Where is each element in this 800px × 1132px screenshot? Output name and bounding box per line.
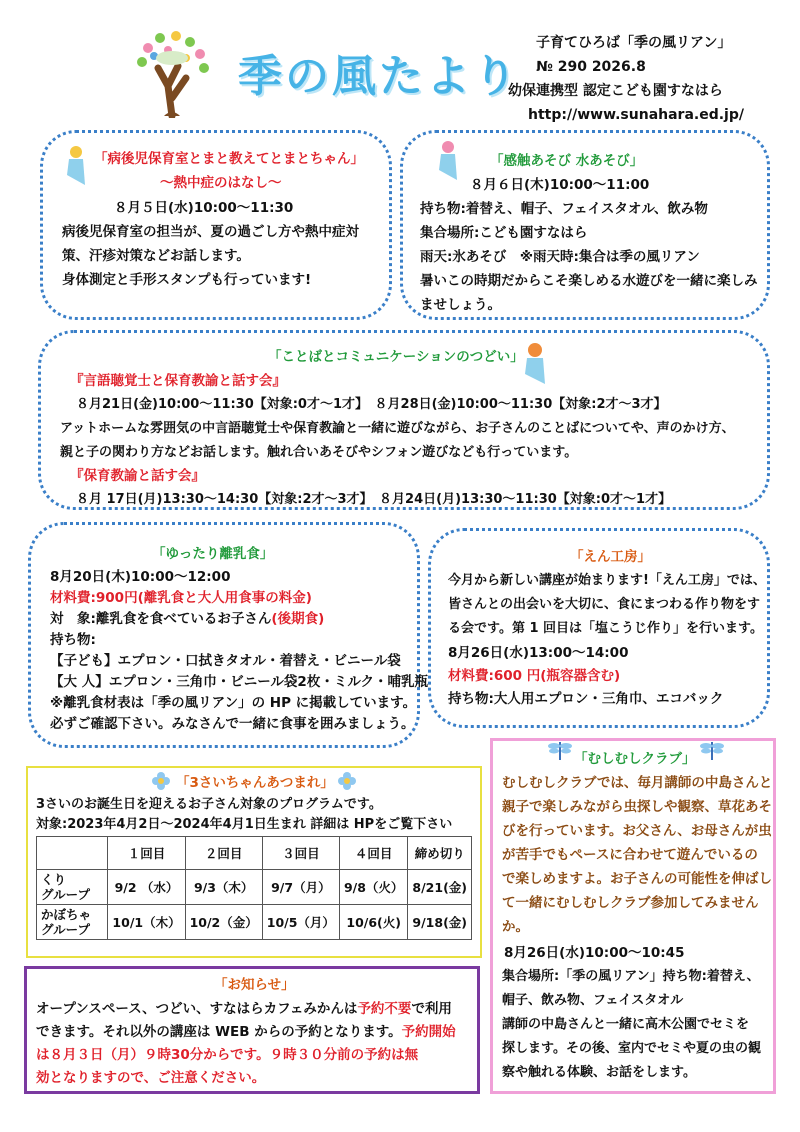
weaning-items-child: 【子ども】エプロン・口拭きタオル・着替え・ビニール袋 xyxy=(50,653,401,669)
table-row xyxy=(37,870,472,905)
dragonfly-icon xyxy=(700,740,724,764)
org-name: 子育てひろば「季の風リアン」 xyxy=(536,35,732,51)
sick-care-title: 「病後児保育室とまと教えてとまとちゃん」 xyxy=(94,151,364,167)
mushi-info-line: 帽子、飲み物、フェイスタオル xyxy=(502,993,684,1008)
table-cell: 9/18(金) xyxy=(408,905,472,940)
mushi-info-line: 察や触れる体験、お話をします。 xyxy=(502,1065,696,1080)
newsletter-title: 季の風たより xyxy=(238,51,520,102)
wind-chime-icon xyxy=(64,145,88,193)
table-cell: 9/2 （水） xyxy=(108,870,185,905)
en-kobo-title: 「えん工房」 xyxy=(570,549,651,565)
wind-chime-icon xyxy=(436,140,460,188)
words-schedule1: ８月21日(金)10:00～11:30【対象:0才～1才】 ８月28日(金)10:00～11:30【対象:2才～3才】 xyxy=(76,397,667,412)
mushi-line: で楽しめますよ。お子さんの可能性を伸ばし xyxy=(502,871,772,887)
en-kobo-line: る会です。第 1 回目は「塩こうじ作り」を行います。 xyxy=(448,621,764,636)
sensory-line: 集合場所:こども園すなはら xyxy=(420,225,588,241)
sensory-line: 持ち物:着替え、帽子、フェイスタオル、飲み物 xyxy=(420,201,708,217)
website-url[interactable]: http://www.sunahara.ed.jp/ xyxy=(528,107,744,123)
notice-line: 効となりますので、ご注意ください。 xyxy=(36,1070,266,1086)
table-cell: 9/8（火） xyxy=(339,870,407,905)
notice-title: 「お知らせ」 xyxy=(214,977,295,993)
mushi-info-line: 講師の中島さんと一緒に高木公園でセミを xyxy=(502,1017,750,1032)
sick-care-subtitle: ～熱中症のはなし～ xyxy=(160,175,282,191)
table-cell: くり グループ xyxy=(37,870,108,905)
flower-icon xyxy=(338,772,356,794)
wind-chime-icon xyxy=(522,342,548,392)
sick-care-line: 策、汗疹対策などお話します。 xyxy=(62,248,250,264)
notice-line: できます。それ以外の講座は WEB からの予約となります。予約開始 xyxy=(36,1024,456,1040)
words-line: 親と子の関わり方などお話します。触れ合いあそびやシフォン遊びなども行っています。 xyxy=(60,445,578,460)
school-name: 幼保連携型 認定こども園すなはら xyxy=(508,83,723,99)
sick-care-line: 身体測定と手形スタンプも行っています! xyxy=(62,272,312,288)
table-row xyxy=(37,905,472,940)
sick-care-date: ８月５日(水)10:00～11:30 xyxy=(114,200,294,216)
table-cell: 10/5（月） xyxy=(262,905,339,940)
en-kobo-line: 今月から新しい講座が始まります!「えん工房」では、 xyxy=(448,573,766,588)
en-kobo-fee: 材料費:600 円(瓶容器含む) xyxy=(448,668,621,684)
weaning-note: 必ずご確認下さい。みなさんで一緒に食事を囲みましょう。 xyxy=(50,716,415,732)
mushi-date: 8月26日(水)10:00～10:45 xyxy=(504,945,685,961)
words-line: アットホームな雰囲気の中言語聴覚士や保育教諭と一緒に遊びながら、お子さんのことばについてや、声のかけ方、 xyxy=(60,421,735,436)
weaning-title: 「ゆったり離乳食」 xyxy=(152,546,274,562)
mushi-line: 親子で楽しみながら虫探しや観察、草花あそ xyxy=(502,799,772,815)
sensory-line: 雨天:氷あそび ※雨天時:集合は季の風リアン xyxy=(420,249,700,265)
weaning-items-label: 持ち物: xyxy=(50,632,96,648)
words-schedule2: ８月 17日(月)13:30～14:30【対象:2才～3才】 ８月24日(月)13:30～11:30【対象:0才～1才】 xyxy=(76,492,672,507)
table-header-cell xyxy=(37,837,108,870)
sensory-title: 「感触あそび 水あそび」 xyxy=(490,153,644,169)
sensory-date: ８月６日(木)10:00～11:00 xyxy=(470,177,650,193)
three-line2: 対象:2023年4月2日～2024年4月1日生まれ 詳細は HPをご覧下さい xyxy=(36,817,453,832)
sick-care-line: 病後児保育室の担当が、夏の過ごし方や熱中症対 xyxy=(62,224,359,240)
table-header-cell: 締め切り xyxy=(408,837,472,870)
three-schedule-table xyxy=(36,836,472,940)
table-cell: 10/2（金） xyxy=(185,905,262,940)
weaning-items-adult: 【大 人】エプロン・三角巾・ビニール袋2枚・ミルク・哺乳瓶 xyxy=(50,674,429,690)
dragonfly-icon xyxy=(548,740,572,764)
table-header-cell: ２回目 xyxy=(185,837,262,870)
sensory-line: ませしょう。 xyxy=(420,297,501,313)
table-header-row xyxy=(37,837,472,870)
table-header-cell: ４回目 xyxy=(339,837,407,870)
mushi-info-line: 探します。その後、室内でセミや夏の虫の観 xyxy=(502,1041,761,1056)
mushi-line: か。 xyxy=(502,919,529,935)
table-header-cell: １回目 xyxy=(108,837,185,870)
table-header-cell: ３回目 xyxy=(262,837,339,870)
table-cell: かぼちゃ グループ xyxy=(37,905,108,940)
en-kobo-line: 皆さんとの出会いを大切に、食にまつわる作り物をす xyxy=(448,597,761,612)
table-cell: 9/3（木） xyxy=(185,870,262,905)
mushi-line: て一緒にむしむしクラブ参加してみません xyxy=(502,895,759,911)
notice-line: オープンスペース、つどい、すなはらカフェみかんは予約不要で利用 xyxy=(36,1001,452,1017)
weaning-date: 8月20日(木)10:00～12:00 xyxy=(50,569,231,585)
issue-number: № 290 2026.8 xyxy=(536,59,646,75)
table-cell: 9/7（月） xyxy=(262,870,339,905)
mushi-title: 「むしむしクラブ」 xyxy=(574,751,696,767)
tree-logo xyxy=(128,28,216,118)
flower-icon xyxy=(152,772,170,794)
three-title: 「3さいちゃんあつまれ」 xyxy=(176,775,334,791)
table-cell: 8/21(金) xyxy=(408,870,472,905)
mushi-line: むしむしクラブでは、毎月講師の中島さんと xyxy=(502,775,773,791)
weaning-note: ※離乳食材表は「季の風リアン」の HP に掲載しています。 xyxy=(50,695,417,711)
table-cell: 10/1（木） xyxy=(108,905,185,940)
sensory-line: 暑いこの時期だからこそ楽しめる水遊びを一緒に楽しみ xyxy=(420,273,758,289)
words-sub1: 『言語聴覚士と保育教諭と話す会』 xyxy=(70,373,286,389)
mushi-line: びを行っています。お父さん、お母さんが虫 xyxy=(502,823,772,839)
mushi-line: が苦手でもペースに合わせて遊んでいるの xyxy=(502,847,758,863)
three-line1: 3さいのお誕生日を迎えるお子さん対象のプログラムです。 xyxy=(36,797,382,812)
table-cell: 10/6(火) xyxy=(339,905,407,940)
en-kobo-date: 8月26日(水)13:00～14:00 xyxy=(448,645,629,661)
mushi-info-line: 集合場所:「季の風リアン」持ち物:着替え、 xyxy=(502,969,760,984)
notice-line: は８月３日（月）９時30分からです。９時３０分前の予約は無 xyxy=(36,1047,419,1063)
words-title: 「ことばとコミュニケーションのつどい」 xyxy=(268,349,524,365)
en-kobo-items: 持ち物:大人用エプロン・三角巾、エコバック xyxy=(448,691,724,707)
words-sub2: 『保育教諭と話す会』 xyxy=(70,468,205,484)
weaning-fee: 材料費:900円(離乳食と大人用食事の料金) xyxy=(50,590,312,606)
weaning-target: 対 象:離乳食を食べているお子さん(後期食) xyxy=(50,611,325,627)
